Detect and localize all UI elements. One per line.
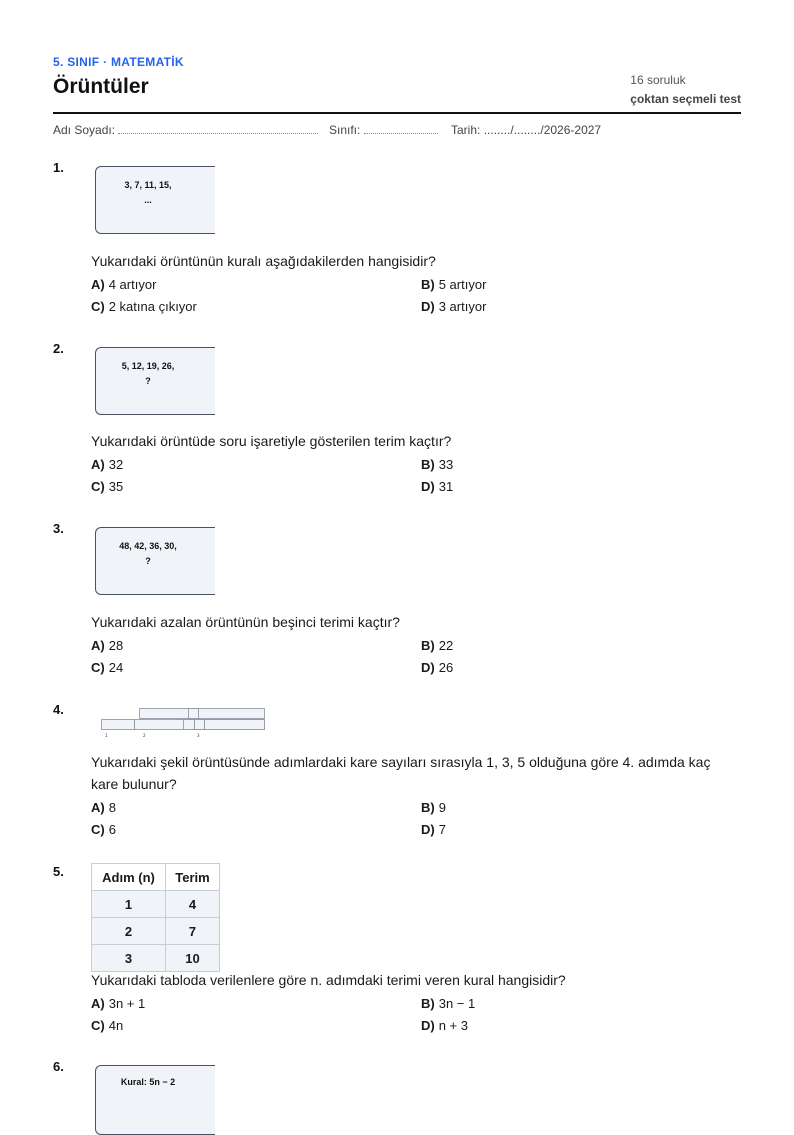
option-d[interactable] (421, 660, 453, 675)
name-blank (118, 123, 318, 134)
option-text: n + 3 (438, 1018, 468, 1033)
page-title: Örüntüler (53, 75, 149, 98)
table-cell: 1 (92, 891, 166, 918)
sequence-line: ? (145, 376, 151, 386)
name-field (53, 123, 318, 137)
table-header: Adım (n) (92, 864, 166, 891)
option-text: 33 (438, 457, 454, 472)
table-row (92, 918, 220, 945)
option-text: 5 artıyor (438, 277, 487, 292)
question-number: 2. (53, 341, 64, 356)
option-letter: D) (421, 299, 435, 314)
question-text: Yukarıdaki örüntünün kuralı aşağıdakilerden hangisidir? (91, 253, 436, 269)
option-c[interactable] (91, 660, 123, 675)
rule-card (95, 1065, 215, 1135)
option-text: 35 (108, 479, 124, 494)
table-cell: 7 (166, 918, 220, 945)
option-letter: B) (421, 277, 435, 292)
option-text: 22 (438, 638, 454, 653)
table-header-row (92, 864, 220, 891)
option-text: 7 (438, 822, 446, 837)
question-text: Yukarıdaki örüntüde soru işaretiyle gösterilen terim kaçtır? (91, 433, 452, 449)
question-count: 16 soruluk (630, 73, 686, 87)
option-b[interactable] (421, 638, 453, 653)
option-letter: C) (91, 1018, 105, 1033)
pattern-square (205, 720, 265, 730)
option-c[interactable] (91, 1018, 123, 1033)
option-d[interactable] (421, 1018, 468, 1033)
question-number: 6. (53, 1059, 64, 1074)
option-letter: B) (421, 800, 435, 815)
class-label: Sınıfı: (329, 123, 361, 137)
option-text: 3 artıyor (438, 299, 487, 314)
option-letter: D) (421, 1018, 435, 1033)
date-value: ......../......../2026-2027 (483, 123, 602, 137)
option-text: 31 (438, 479, 454, 494)
option-letter: C) (91, 660, 105, 675)
pattern-square (195, 720, 205, 730)
option-text: 2 katına çıkıyor (108, 299, 197, 314)
option-letter: A) (91, 638, 105, 653)
option-letter: C) (91, 822, 105, 837)
option-text: 3n + 1 (108, 996, 146, 1011)
option-letter: D) (421, 479, 435, 494)
option-text: 4 artıyor (108, 277, 157, 292)
page-header (53, 55, 741, 114)
pattern-square (184, 720, 195, 730)
question-text: Yukarıdaki tabloda verilenlere göre n. adımdaki terimi veren kural hangisidir? (91, 972, 566, 988)
question-text: Yukarıdaki şekil örüntüsünde adımlardaki kare sayıları sırasıyla 1, 3, 5 olduğuna göre 4. adımda kaç kare bulunur? (91, 754, 711, 792)
table-cell: 10 (166, 945, 220, 972)
date-label: Tarih: (451, 123, 481, 137)
sequence-card-text (96, 359, 200, 389)
step-label: 1 (105, 733, 108, 738)
option-text: 4n (108, 1018, 124, 1033)
option-a[interactable] (91, 800, 116, 815)
square-pattern-figure (100, 706, 266, 740)
date-field (451, 123, 601, 137)
sequence-line: 5, 12, 19, 26, (121, 361, 175, 371)
table-cell: 4 (166, 891, 220, 918)
option-letter: A) (91, 457, 105, 472)
option-a[interactable] (91, 277, 156, 292)
option-b[interactable] (421, 800, 446, 815)
table-header: Terim (166, 864, 220, 891)
grade-subject-label: 5. SINIF · MATEMATİK (53, 55, 184, 69)
option-text: 28 (108, 638, 124, 653)
option-letter: A) (91, 800, 105, 815)
option-b[interactable] (421, 277, 486, 292)
option-b[interactable] (421, 996, 475, 1011)
option-b[interactable] (421, 457, 453, 472)
option-text: 9 (438, 800, 446, 815)
rule-card-text: Kural: 5n − 2 (120, 1077, 176, 1087)
option-letter: D) (421, 822, 435, 837)
pattern-square (189, 709, 199, 719)
class-blank (364, 123, 438, 134)
option-text: 8 (108, 800, 116, 815)
option-letter: A) (91, 277, 105, 292)
pattern-table (91, 863, 220, 972)
sequence-line: 48, 42, 36, 30, (119, 541, 177, 551)
option-a[interactable] (91, 457, 123, 472)
question-number: 5. (53, 864, 64, 879)
option-d[interactable] (421, 299, 486, 314)
option-text: 26 (438, 660, 454, 675)
table-cell: 3 (92, 945, 166, 972)
sequence-card-text (96, 178, 200, 208)
question-number: 1. (53, 160, 64, 175)
class-field (329, 123, 438, 137)
option-letter: B) (421, 996, 435, 1011)
option-text: 24 (108, 660, 124, 675)
question-number: 4. (53, 702, 64, 717)
option-d[interactable] (421, 479, 453, 494)
option-letter: B) (421, 638, 435, 653)
option-text: 3n − 1 (438, 996, 476, 1011)
question-number: 3. (53, 521, 64, 536)
sequence-card (95, 527, 215, 595)
option-c[interactable] (91, 822, 116, 837)
sequence-line: 3, 7, 11, 15, (124, 180, 172, 190)
test-type: çoktan seçmeli test (630, 92, 741, 106)
table-row (92, 891, 220, 918)
option-letter: D) (421, 660, 435, 675)
option-a[interactable] (91, 996, 145, 1011)
option-c[interactable] (91, 479, 123, 494)
sequence-line: ... (144, 195, 152, 205)
option-c[interactable] (91, 299, 197, 314)
sequence-card (95, 166, 215, 234)
pattern-square (102, 720, 135, 730)
name-label: Adı Soyadı: (53, 123, 116, 137)
option-a[interactable] (91, 638, 123, 653)
option-letter: A) (91, 996, 105, 1011)
pattern-square (140, 709, 265, 719)
sequence-card-text (96, 539, 200, 569)
step-label: 3 (197, 733, 200, 738)
option-text: 6 (108, 822, 116, 837)
option-letter: B) (421, 457, 435, 472)
option-text: 32 (108, 457, 124, 472)
table-row (92, 945, 220, 972)
step-label: 2 (143, 733, 146, 738)
option-letter: C) (91, 479, 105, 494)
option-letter: C) (91, 299, 105, 314)
sequence-line: ? (145, 556, 151, 566)
option-d[interactable] (421, 822, 446, 837)
test-meta (630, 71, 741, 109)
question-text: Yukarıdaki azalan örüntünün beşinci terimi kaçtır? (91, 614, 400, 630)
sequence-card (95, 347, 215, 415)
table-cell: 2 (92, 918, 166, 945)
